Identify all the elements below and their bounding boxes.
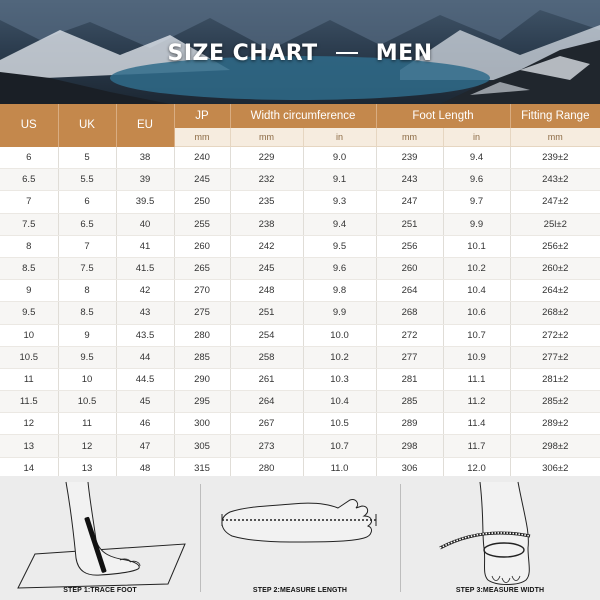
measuring-steps (0, 476, 600, 600)
cell-us: 13 (0, 435, 58, 457)
cell-jp-mm: 275 (174, 302, 230, 324)
table-row (0, 391, 600, 413)
cell-uk: 7 (58, 235, 116, 257)
cell-jp-mm: 285 (174, 346, 230, 368)
cell-length-mm: 260 (376, 257, 443, 279)
cell-length-in: 11.7 (443, 435, 510, 457)
cell-uk: 11 (58, 413, 116, 435)
step-2-label: STEP 2:MEASURE LENGTH (252, 587, 348, 594)
cell-length-in: 11.4 (443, 413, 510, 435)
cell-uk: 6 (58, 191, 116, 213)
cell-length-in: 12.0 (443, 457, 510, 479)
cell-fitting-range: 268±2 (510, 302, 600, 324)
cell-us: 7.5 (0, 213, 58, 235)
cell-us: 6 (0, 147, 58, 169)
cell-length-in: 10.1 (443, 235, 510, 257)
chart-title-left: SIZE CHART (167, 40, 318, 66)
subheader-width-mm: mm (230, 128, 303, 147)
cell-eu: 44 (116, 346, 174, 368)
cell-us: 14 (0, 457, 58, 479)
cell-length-in: 9.6 (443, 169, 510, 191)
step-3 (400, 476, 600, 600)
cell-uk: 8.5 (58, 302, 116, 324)
cell-width-in: 9.1 (303, 169, 376, 191)
cell-length-in: 9.7 (443, 191, 510, 213)
cell-width-in: 10.2 (303, 346, 376, 368)
size-table (0, 104, 600, 502)
cell-jp-mm: 255 (174, 213, 230, 235)
cell-fitting-range: 239±2 (510, 147, 600, 169)
cell-width-in: 9.4 (303, 213, 376, 235)
cell-us: 6.5 (0, 169, 58, 191)
table-row (0, 169, 600, 191)
cell-fitting-range: 277±2 (510, 346, 600, 368)
cell-us: 7 (0, 191, 58, 213)
table-row (0, 302, 600, 324)
chart-title (0, 40, 600, 66)
cell-width-mm: 273 (230, 435, 303, 457)
header-us: US (0, 104, 58, 147)
cell-jp-mm: 250 (174, 191, 230, 213)
title-dash (336, 52, 358, 54)
subheader-length-in: in (443, 128, 510, 147)
cell-uk: 5.5 (58, 169, 116, 191)
cell-width-in: 10.5 (303, 413, 376, 435)
subheader-fitting-mm: mm (510, 128, 600, 147)
cell-eu: 43 (116, 302, 174, 324)
cell-length-mm: 268 (376, 302, 443, 324)
chart-title-right: MEN (375, 40, 433, 66)
cell-length-mm: 285 (376, 391, 443, 413)
header-jp: JP (174, 104, 230, 128)
cell-width-mm: 267 (230, 413, 303, 435)
cell-fitting-range: 264±2 (510, 280, 600, 302)
cell-width-mm: 251 (230, 302, 303, 324)
cell-length-mm: 272 (376, 324, 443, 346)
table-row (0, 368, 600, 390)
table-row (0, 324, 600, 346)
cell-length-in: 10.9 (443, 346, 510, 368)
cell-us: 8.5 (0, 257, 58, 279)
cell-fitting-range: 289±2 (510, 413, 600, 435)
cell-width-in: 9.8 (303, 280, 376, 302)
cell-length-mm: 277 (376, 346, 443, 368)
cell-length-in: 10.4 (443, 280, 510, 302)
cell-eu: 43.5 (116, 324, 174, 346)
cell-length-in: 10.6 (443, 302, 510, 324)
cell-us: 9.5 (0, 302, 58, 324)
cell-fitting-range: 272±2 (510, 324, 600, 346)
step-2 (200, 476, 400, 600)
trace-foot-icon (0, 476, 200, 600)
cell-eu: 41 (116, 235, 174, 257)
cell-length-in: 10.7 (443, 324, 510, 346)
header-eu: EU (116, 104, 174, 147)
table-row (0, 235, 600, 257)
cell-jp-mm: 260 (174, 235, 230, 257)
cell-width-in: 10.4 (303, 391, 376, 413)
cell-eu: 40 (116, 213, 174, 235)
cell-length-mm: 264 (376, 280, 443, 302)
header-foot-length: Foot Length (376, 104, 510, 128)
cell-width-mm: 229 (230, 147, 303, 169)
cell-width-mm: 242 (230, 235, 303, 257)
cell-width-mm: 280 (230, 457, 303, 479)
cell-eu: 39.5 (116, 191, 174, 213)
cell-fitting-range: 25l±2 (510, 213, 600, 235)
cell-length-mm: 281 (376, 368, 443, 390)
cell-eu: 48 (116, 457, 174, 479)
cell-us: 10.5 (0, 346, 58, 368)
cell-eu: 41.5 (116, 257, 174, 279)
step-1-label: STEP 1:TRACE FOOT (63, 587, 137, 594)
cell-jp-mm: 295 (174, 391, 230, 413)
subheader-width-in: in (303, 128, 376, 147)
cell-eu: 38 (116, 147, 174, 169)
cell-jp-mm: 245 (174, 169, 230, 191)
cell-eu: 39 (116, 169, 174, 191)
cell-fitting-range: 243±2 (510, 169, 600, 191)
cell-fitting-range: 260±2 (510, 257, 600, 279)
header-fitting-range: Fitting Range (510, 104, 600, 128)
cell-width-mm: 245 (230, 257, 303, 279)
cell-uk: 13 (58, 457, 116, 479)
cell-width-in: 11.0 (303, 457, 376, 479)
cell-length-in: 10.2 (443, 257, 510, 279)
cell-uk: 10.5 (58, 391, 116, 413)
cell-width-mm: 258 (230, 346, 303, 368)
cell-fitting-range: 281±2 (510, 368, 600, 390)
cell-length-mm: 243 (376, 169, 443, 191)
cell-us: 10 (0, 324, 58, 346)
table-row (0, 346, 600, 368)
table-row (0, 147, 600, 169)
table-row (0, 413, 600, 435)
cell-eu: 47 (116, 435, 174, 457)
cell-fitting-range: 298±2 (510, 435, 600, 457)
cell-width-mm: 264 (230, 391, 303, 413)
cell-length-mm: 247 (376, 191, 443, 213)
cell-uk: 12 (58, 435, 116, 457)
cell-width-mm: 232 (230, 169, 303, 191)
cell-fitting-range: 247±2 (510, 191, 600, 213)
table-body (0, 147, 600, 502)
cell-us: 8 (0, 235, 58, 257)
cell-uk: 7.5 (58, 257, 116, 279)
cell-jp-mm: 290 (174, 368, 230, 390)
cell-width-mm: 235 (230, 191, 303, 213)
cell-fitting-range: 306±2 (510, 457, 600, 479)
cell-width-in: 9.0 (303, 147, 376, 169)
cell-jp-mm: 300 (174, 413, 230, 435)
cell-width-in: 10.3 (303, 368, 376, 390)
cell-length-in: 11.2 (443, 391, 510, 413)
cell-width-mm: 254 (230, 324, 303, 346)
cell-uk: 5 (58, 147, 116, 169)
cell-length-in: 9.9 (443, 213, 510, 235)
cell-uk: 9 (58, 324, 116, 346)
cell-us: 11 (0, 368, 58, 390)
cell-jp-mm: 265 (174, 257, 230, 279)
cell-length-mm: 239 (376, 147, 443, 169)
cell-length-mm: 298 (376, 435, 443, 457)
cell-uk: 10 (58, 368, 116, 390)
cell-width-mm: 248 (230, 280, 303, 302)
cell-us: 12 (0, 413, 58, 435)
cell-uk: 9.5 (58, 346, 116, 368)
cell-length-mm: 306 (376, 457, 443, 479)
step-1 (0, 476, 200, 600)
banner (0, 0, 600, 104)
cell-eu: 45 (116, 391, 174, 413)
cell-length-mm: 256 (376, 235, 443, 257)
cell-us: 11.5 (0, 391, 58, 413)
cell-jp-mm: 270 (174, 280, 230, 302)
cell-jp-mm: 280 (174, 324, 230, 346)
cell-width-in: 10.0 (303, 324, 376, 346)
cell-length-mm: 289 (376, 413, 443, 435)
cell-width-in: 9.5 (303, 235, 376, 257)
table-row (0, 213, 600, 235)
cell-jp-mm: 240 (174, 147, 230, 169)
cell-fitting-range: 256±2 (510, 235, 600, 257)
subheader-jp-mm: mm (174, 128, 230, 147)
table-row (0, 435, 600, 457)
cell-width-in: 9.6 (303, 257, 376, 279)
cell-width-in: 9.9 (303, 302, 376, 324)
measure-length-icon (200, 476, 400, 600)
cell-eu: 42 (116, 280, 174, 302)
header-uk: UK (58, 104, 116, 147)
cell-fitting-range: 285±2 (510, 391, 600, 413)
cell-uk: 6.5 (58, 213, 116, 235)
measure-width-icon (400, 476, 600, 600)
cell-width-in: 9.3 (303, 191, 376, 213)
cell-eu: 46 (116, 413, 174, 435)
table-row (0, 280, 600, 302)
table-row (0, 257, 600, 279)
cell-us: 9 (0, 280, 58, 302)
header-width-circumference: Width circumference (230, 104, 376, 128)
cell-length-in: 9.4 (443, 147, 510, 169)
cell-width-mm: 261 (230, 368, 303, 390)
cell-width-mm: 238 (230, 213, 303, 235)
cell-length-in: 11.1 (443, 368, 510, 390)
cell-jp-mm: 315 (174, 457, 230, 479)
cell-width-in: 10.7 (303, 435, 376, 457)
cell-uk: 8 (58, 280, 116, 302)
table-row (0, 191, 600, 213)
subheader-length-mm: mm (376, 128, 443, 147)
cell-eu: 44.5 (116, 368, 174, 390)
cell-jp-mm: 305 (174, 435, 230, 457)
step-3-label: STEP 3:MEASURE WIDTH (455, 587, 545, 594)
cell-length-mm: 251 (376, 213, 443, 235)
